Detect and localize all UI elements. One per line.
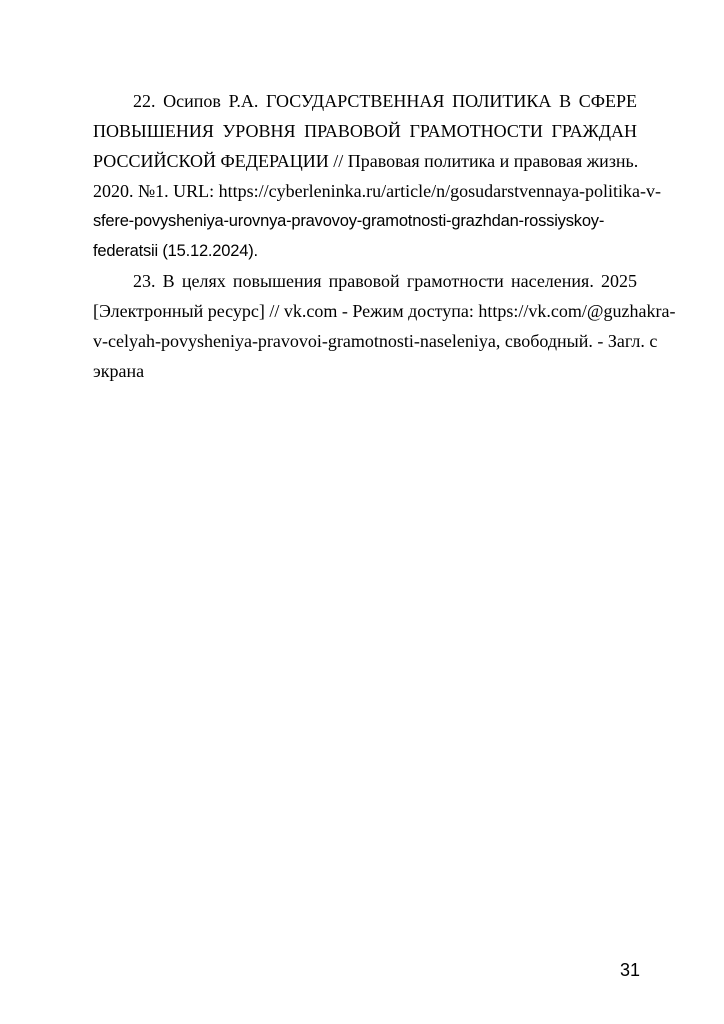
reference-line: [Электронный ресурс] // vk.com - Режим доступа: https://vk.com/@guzhakra-	[93, 301, 676, 321]
reference-line: 23. В целях повышения правовой грамотности населения. 2025	[133, 271, 637, 291]
reference-list	[93, 86, 676, 386]
reference-line: 2020. №1. URL: https://cyberleninka.ru/article/n/gosudarstvennaya-politika-v-	[93, 181, 662, 201]
reference-line: ПОВЫШЕНИЯ УРОВНЯ ПРАВОВОЙ ГРАМОТНОСТИ ГРАЖДАН	[93, 121, 637, 141]
reference-line: 22. Осипов Р.А. ГОСУДАРСТВЕННАЯ ПОЛИТИКА В СФЕРЕ	[133, 91, 637, 111]
reference-item	[93, 86, 662, 266]
reference-line: federatsii (15.12.2024).	[93, 242, 258, 260]
page-number: 31	[620, 960, 641, 980]
reference-line: v-celyah-povysheniya-pravovoi-gramotnosti-naseleniya, свободный. - Загл. с	[93, 331, 658, 351]
reference-item	[93, 266, 676, 386]
reference-line: РОССИЙСКОЙ ФЕДЕРАЦИИ // Правовая политика и правовая жизнь.	[93, 151, 639, 171]
reference-line: экрана	[93, 361, 145, 381]
reference-line: sfere-povysheniya-urovnya-pravovoy-gramotnosti-grazhdan-rossiyskoy-	[93, 212, 605, 230]
